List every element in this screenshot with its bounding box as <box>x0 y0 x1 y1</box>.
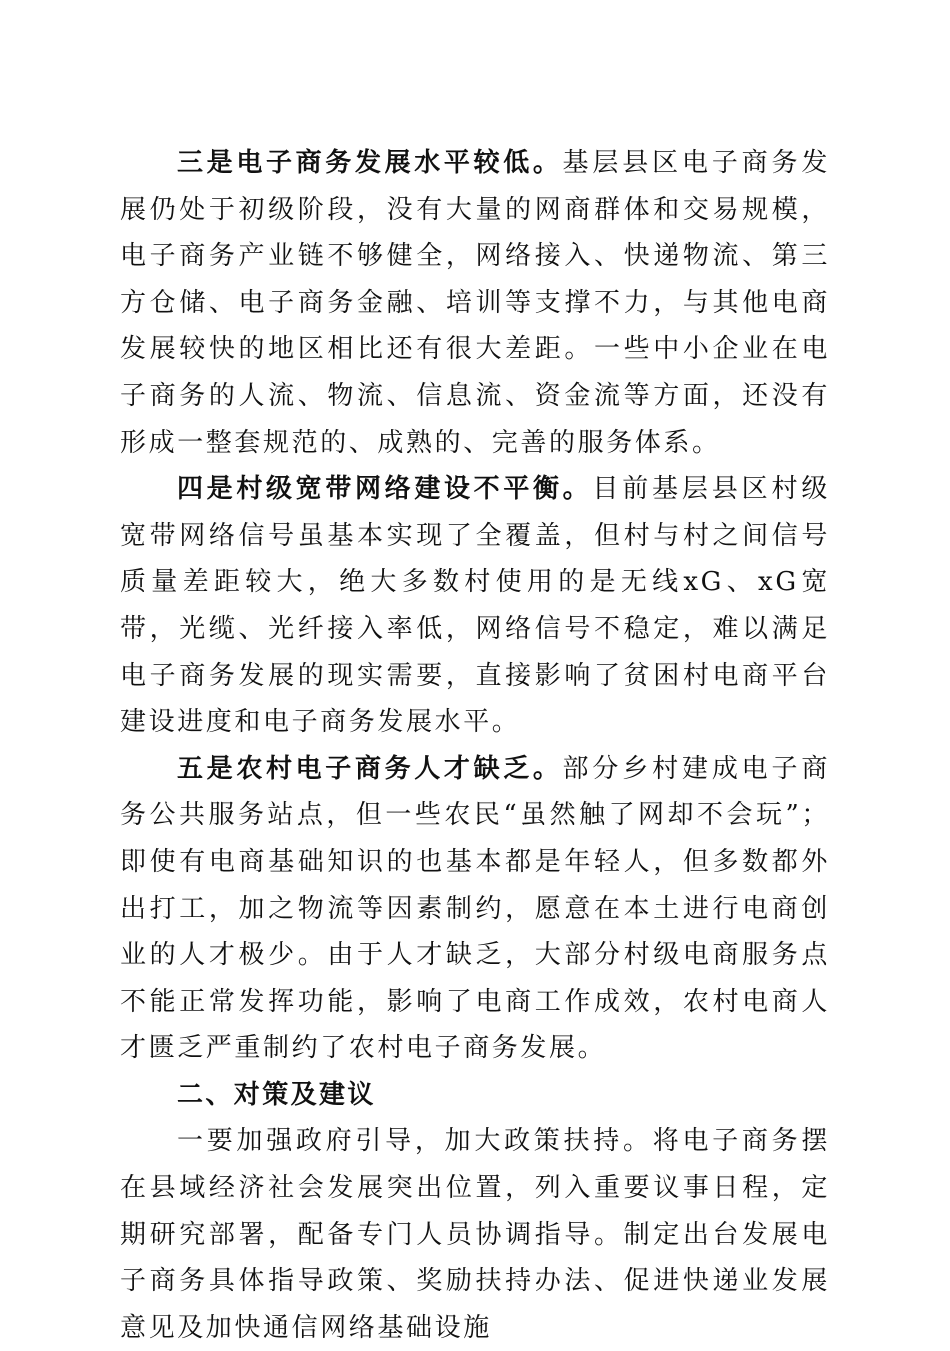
paragraph-text: 基层县区电子商务发展仍处于初级阶段，没有大量的网商群体和交易规模，电子商务产业链不够健全，网络接入、快递物流、第三方仓储、电子商务金融、培训等支撑不力，与其他电商发展较快的地区相比还有很大差距。一些中小企业在电子商务的人流、物流、信息流、资金流等方面，还没有形成一整套规范的、成熟的、完善的服务体系。 <box>120 148 831 458</box>
paragraph-broadband <box>120 466 830 746</box>
section-heading: 二、对策及建议 <box>177 1079 376 1110</box>
paragraph-ecommerce-level <box>120 140 830 466</box>
paragraph-text: 部分乡村建成电子商务公共服务站点，但一些农民“虽然触了网却不会玩”；即使有电商基础知识的也基本都是年轻人，但多数都外出打工，加之物流等因素制约，愿意在本土进行电商创业的人才极少。由于人才缺乏，大部分村级电商服务点不能正常发挥功能，影响了电商工作成效，农村电商人才匮乏严重制约了农村电子商务发展。 <box>120 753 831 1064</box>
paragraph-text: 目前基层县区村级宽带网络信号虽基本实现了全覆盖，但村与村之间信号质量差距较大，绝大多数村使用的是无线xG、xG宽带，光缆、光纤接入率低，网络信号不稳定，难以满足电子商务发展的现实需要，直接影响了贫困村电商平台建设进度和电子商务发展水平。 <box>120 474 830 738</box>
paragraph-talent <box>120 746 830 1072</box>
paragraph-lead: 四是村级宽带网络建设不平衡。 <box>177 474 593 505</box>
paragraph-lead: 三是电子商务发展水平较低。 <box>177 148 563 178</box>
paragraph-lead: 五是农村电子商务人才缺乏。 <box>177 753 563 784</box>
paragraph-policy: 一要加强政府引导，加大政策扶持。将电子商务摆在县域经济社会发展突出位置，列入重要议事日程，定期研究部署，配备专门人员协调指导。制定出台发展电子商务具体指导政策、奖励扶持办法、促进快递业发展意见及加快通信网络基础设施 <box>120 1126 830 1343</box>
document-body <box>120 140 830 1351</box>
